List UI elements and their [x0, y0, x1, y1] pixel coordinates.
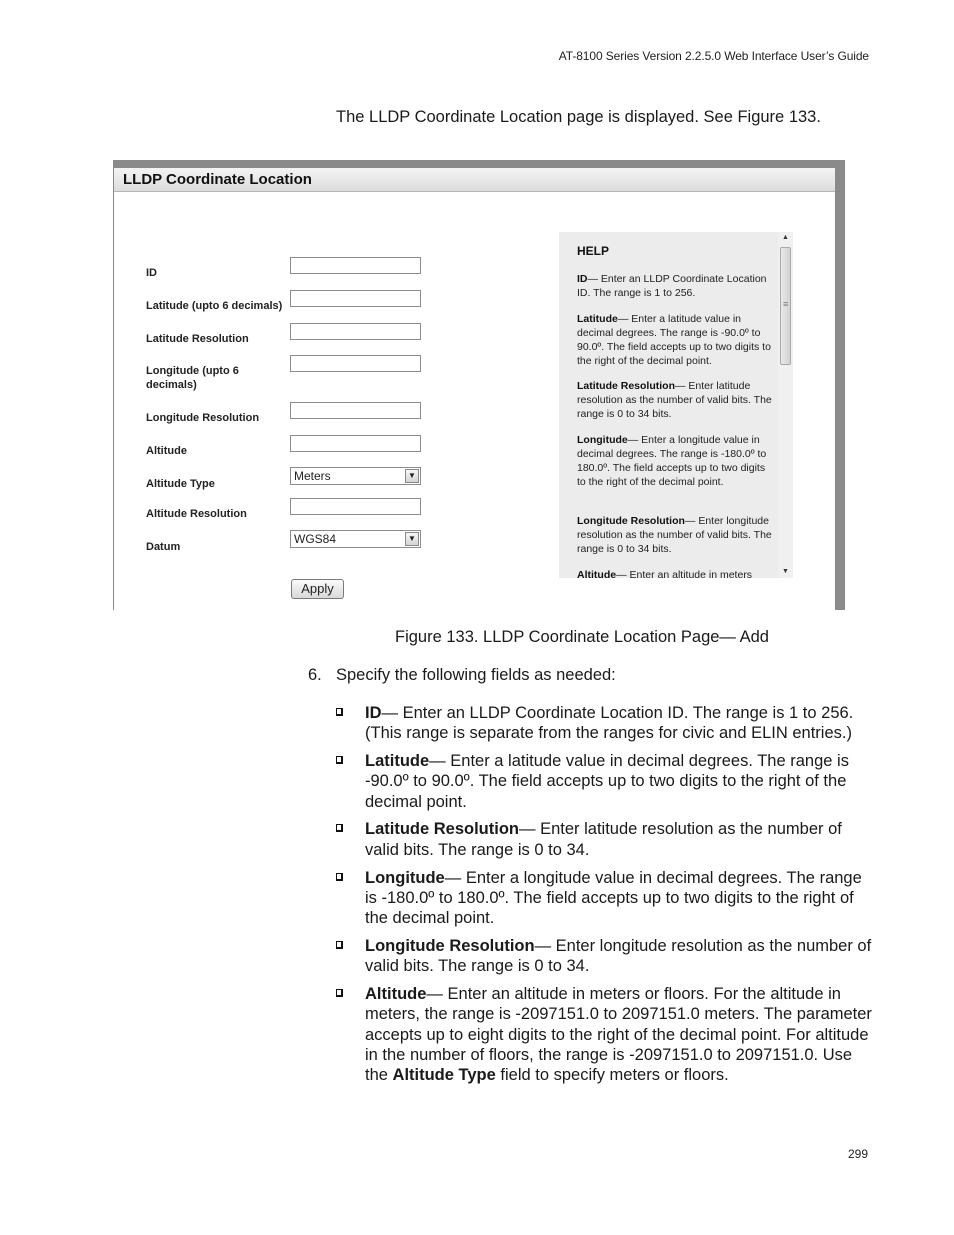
page-number: 299: [847, 1147, 868, 1161]
altitude-type-value: Meters: [294, 469, 331, 483]
help-scrollbar[interactable]: [778, 232, 793, 578]
bullet-text: — Enter an altitude in meters or floors. For the altitude in meters, the range is -2097151.0 to 2097151.0 meters. The parameter accepts up to eight digits to the right of the decimal point. For altitude in the number of floors, the range is -2097151.0 to 2097151.0. Use the: [365, 985, 872, 1085]
help-entry: [577, 312, 773, 368]
checkbox-bullet-icon: [336, 756, 343, 764]
help-term: Latitude: [577, 313, 618, 325]
longitude-label: Longitude (upto 6 decimals): [146, 365, 239, 391]
checkbox-bullet-icon: [336, 989, 343, 997]
help-text: — Enter a longitude value in decimal degrees. The range is -180.0º to 180.0º. The field accepts up to two digits to the right of the decimal point.: [577, 434, 767, 488]
help-entry: [577, 272, 773, 300]
list-item: [336, 819, 876, 860]
id-label: ID: [146, 267, 157, 279]
help-term: Longitude Resolution: [577, 515, 685, 527]
checkbox-bullet-icon: [336, 708, 343, 716]
checkbox-bullet-icon: [336, 941, 343, 949]
field-description-list: [336, 703, 876, 1093]
bullet-term: Longitude: [365, 868, 445, 887]
latitude-resolution-label: Latitude Resolution: [146, 333, 249, 345]
checkbox-bullet-icon: [336, 824, 343, 832]
altitude-resolution-input[interactable]: [290, 498, 421, 515]
help-text: — Enter longitude resolution as the number of valid bits. The range is 0 to 34 bits.: [577, 515, 772, 555]
bullet-term-inline: Altitude Type: [392, 1066, 496, 1085]
help-entry: [577, 433, 773, 489]
help-entry: [577, 379, 773, 421]
longitude-resolution-input[interactable]: [290, 402, 421, 419]
scroll-up-icon[interactable]: ▲: [782, 234, 789, 241]
latitude-resolution-input[interactable]: [290, 323, 421, 340]
altitude-type-select[interactable]: [290, 467, 421, 485]
altitude-input[interactable]: [290, 435, 421, 452]
help-text: — Enter an altitude in meters: [616, 569, 753, 578]
list-item: [336, 751, 876, 812]
intro-text: The LLDP Coordinate Location page is displayed. See Figure 133.: [336, 108, 821, 126]
help-entry: [577, 568, 773, 578]
bullet-text: — Enter a longitude value in decimal degrees. The range is -180.0º to 180.0º. The field accepts up to two digits to the right of the decimal point.: [365, 868, 862, 928]
step-6: [308, 666, 616, 685]
grip-icon: ≡: [783, 299, 789, 309]
bullet-text: — Enter latitude resolution as the number of valid bits. The range is 0 to 34.: [365, 820, 842, 859]
bullet-text: — Enter a latitude value in decimal degrees. The range is -90.0º to 90.0º. The field accepts up to two digits to the right of the decimal point.: [365, 752, 849, 811]
figure-screenshot: [113, 160, 845, 610]
list-item: [336, 984, 876, 1085]
bullet-term: Latitude Resolution: [365, 820, 519, 839]
bullet-text-tail: field to specify meters or floors.: [495, 1066, 729, 1085]
scroll-thumb[interactable]: [780, 247, 791, 365]
step-text: Specify the following fields as needed:: [336, 666, 616, 684]
datum-value: WGS84: [294, 532, 337, 546]
altitude-label: Altitude: [146, 445, 187, 457]
chevron-down-icon[interactable]: ▼: [405, 532, 419, 546]
help-term: ID: [577, 273, 588, 285]
help-text: — Enter an LLDP Coordinate Location ID. The range is 1 to 256.: [577, 273, 767, 299]
list-item: [336, 703, 876, 744]
help-title: HELP: [577, 244, 610, 258]
datum-label: Datum: [146, 541, 181, 553]
step-number: 6.: [308, 666, 322, 684]
checkbox-bullet-icon: [336, 873, 343, 881]
help-text: — Enter a latitude value in decimal degrees. The range is -90.0º to 90.0º. The field accepts up to two digits to the right of the decimal point.: [577, 313, 771, 367]
lldp-coordinate-location-page: [114, 168, 835, 610]
running-header: AT-8100 Series Version 2.2.5.0 Web Interface User’s Guide: [558, 49, 869, 63]
bullet-text: — Enter an LLDP Coordinate Location ID. The range is 1 to 256. (This range is separate from the ranges for civic and ELIN entries.): [365, 704, 854, 743]
bullet-term: ID: [365, 704, 382, 722]
longitude-resolution-label: Longitude Resolution: [146, 412, 260, 424]
bullet-term: Longitude Resolution: [365, 936, 535, 955]
list-item: [336, 936, 876, 977]
list-item: [336, 868, 876, 929]
help-entry: [577, 514, 773, 556]
latitude-label: Latitude (upto 6 decimals): [146, 300, 283, 312]
bullet-text: — Enter longitude resolution as the number of valid bits. The range is 0 to 34.: [365, 936, 872, 976]
apply-button[interactable]: Apply: [291, 579, 344, 599]
altitude-resolution-label: Altitude Resolution: [146, 508, 247, 520]
datum-select[interactable]: [290, 530, 421, 548]
chevron-down-icon[interactable]: ▼: [405, 469, 419, 483]
scroll-down-icon[interactable]: ▼: [782, 568, 789, 575]
altitude-type-label: Altitude Type: [146, 478, 215, 490]
help-panel[interactable]: [559, 232, 778, 578]
help-term: Latitude Resolution: [577, 380, 675, 392]
help-term: Longitude: [577, 434, 628, 446]
longitude-input[interactable]: [290, 355, 421, 372]
id-input[interactable]: [290, 257, 421, 274]
latitude-input[interactable]: [290, 290, 421, 307]
figure-caption: Figure 133. LLDP Coordinate Location Page— Add: [395, 628, 769, 646]
help-term: Altitude: [577, 569, 617, 578]
bullet-term: Altitude: [365, 985, 427, 1004]
page-title-bar: [114, 168, 835, 192]
bullet-term: Latitude: [365, 752, 430, 771]
help-text: — Enter latitude resolution as the number of valid bits. The range is 0 to 34 bits.: [577, 380, 772, 420]
page-title: LLDP Coordinate Location: [123, 171, 312, 188]
